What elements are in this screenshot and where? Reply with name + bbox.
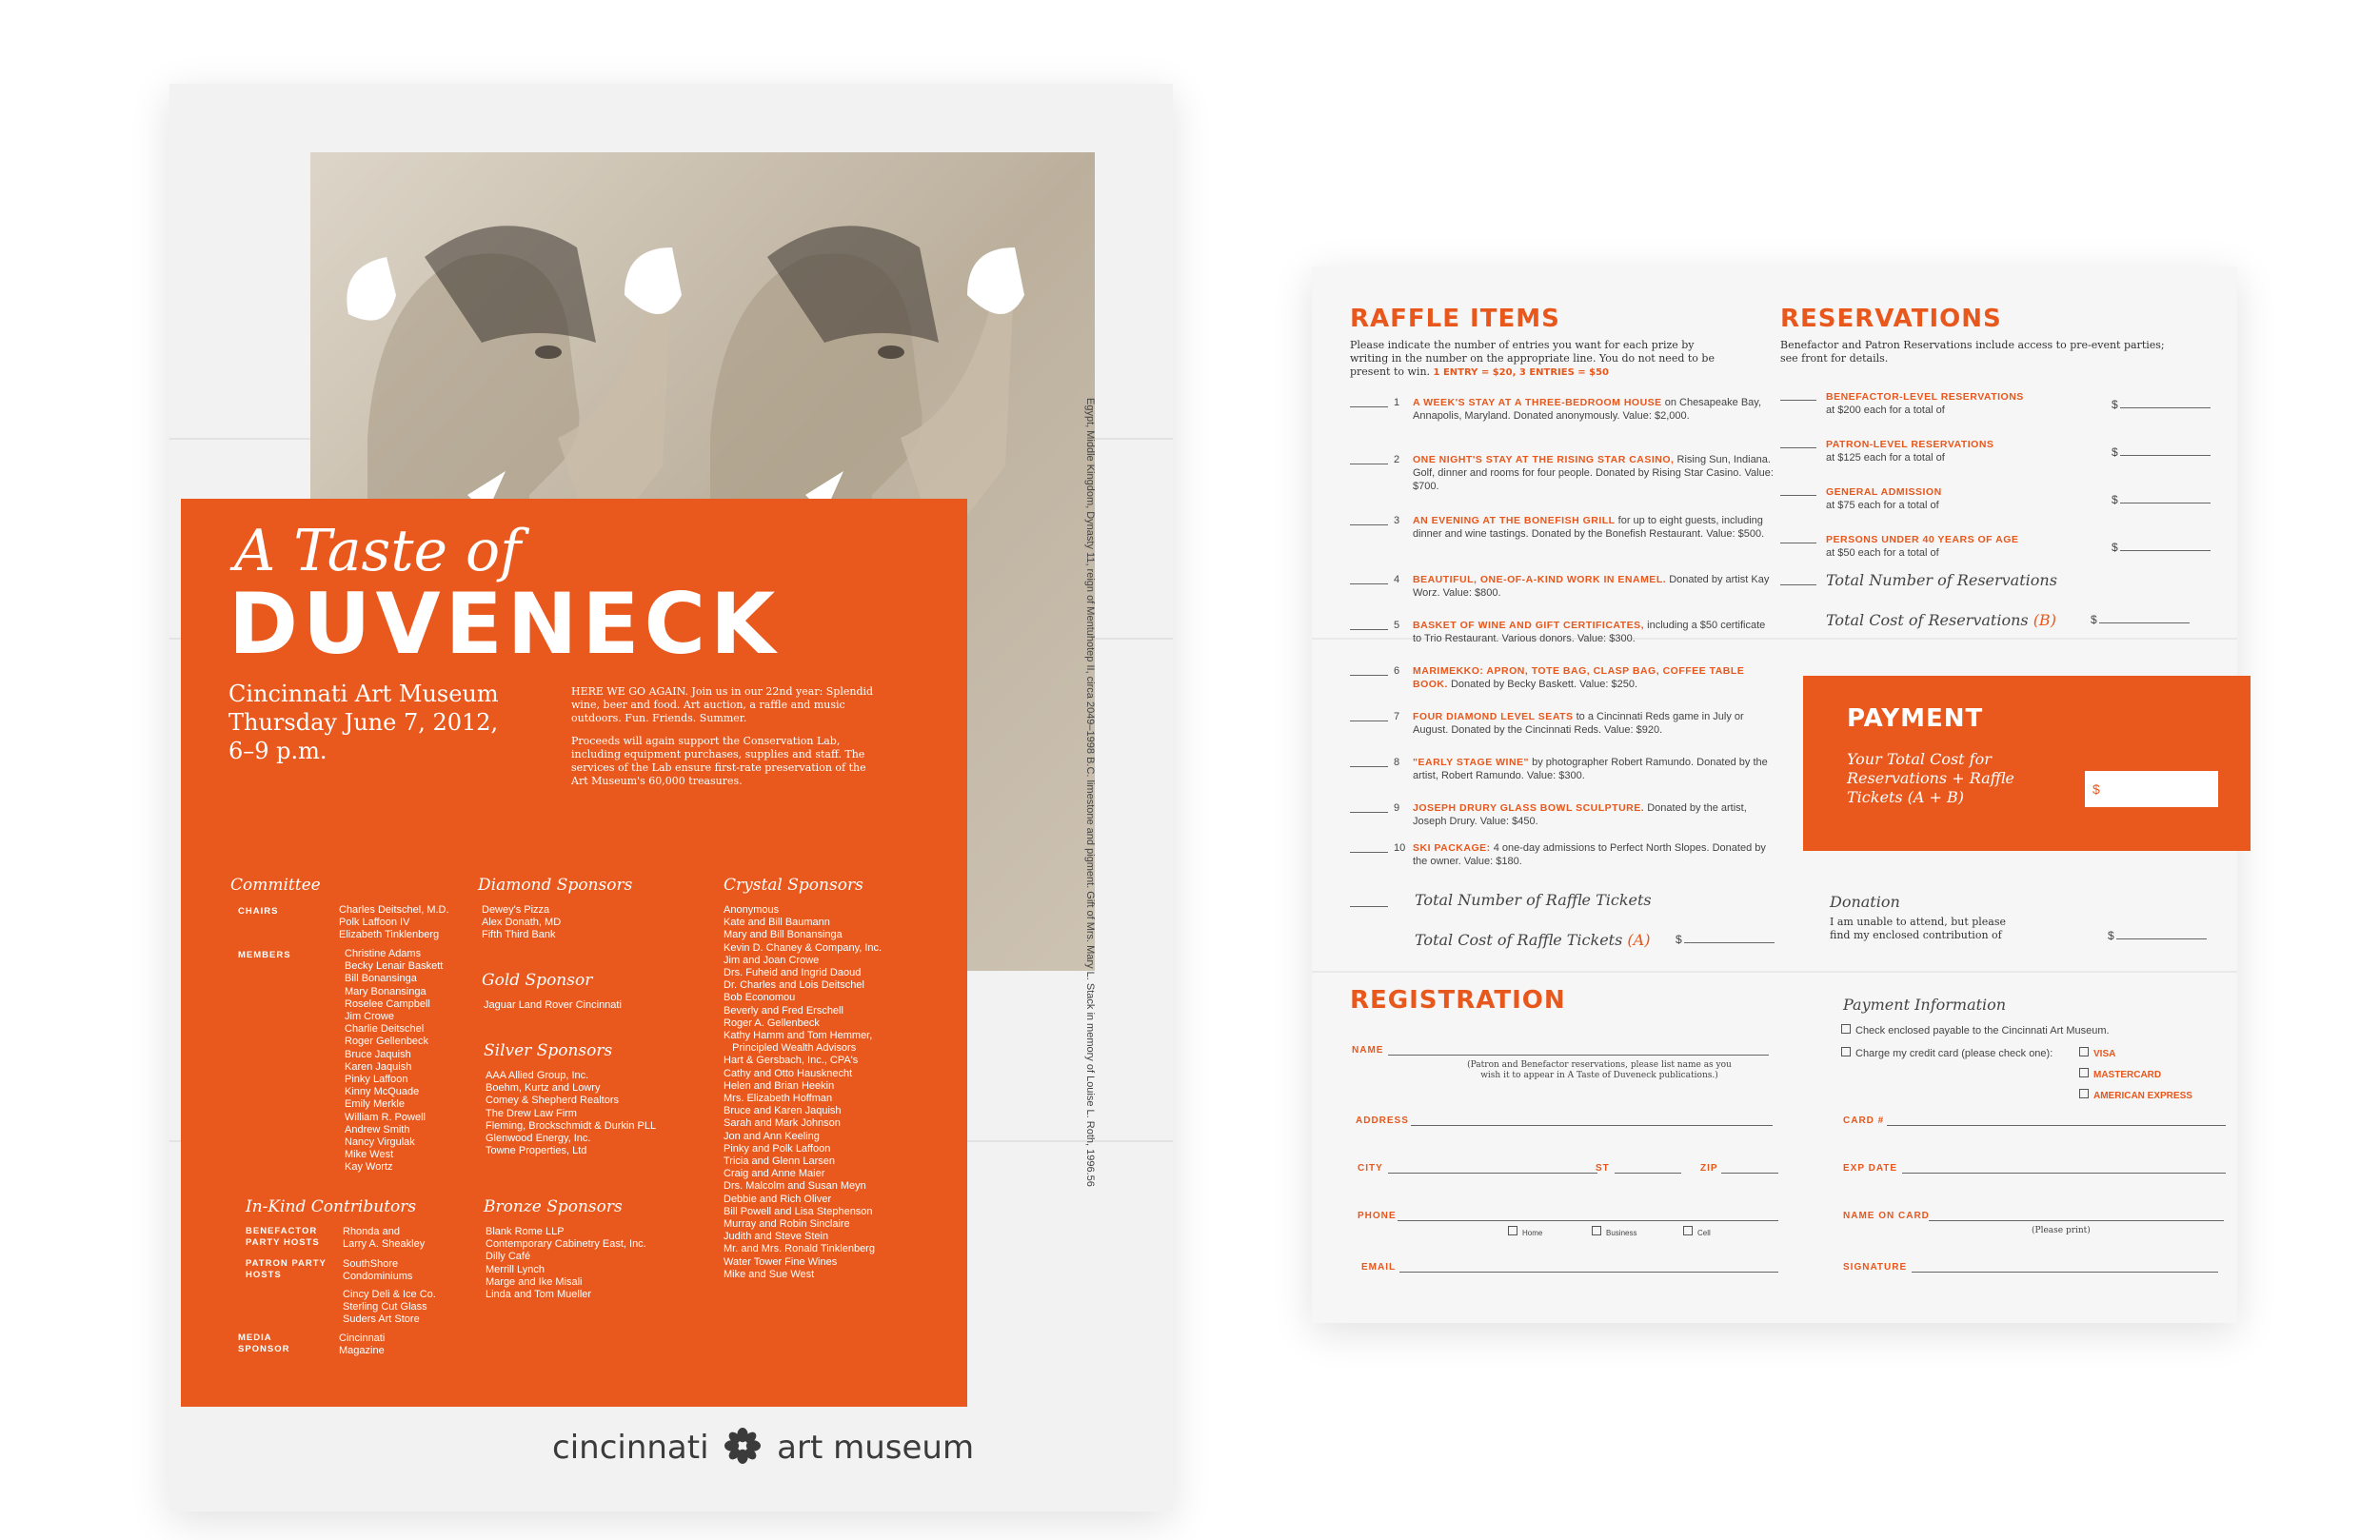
dollar-sign: $: [2112, 493, 2118, 506]
bronze-sponsor: Blank Rome LLP: [486, 1226, 565, 1237]
exp-date-input[interactable]: [1902, 1173, 2226, 1174]
raffle-item: [1394, 396, 1775, 423]
committee-chair: Polk Laffoon IV: [339, 917, 410, 929]
patron-host: SouthShore: [343, 1258, 399, 1270]
raffle-item-title: BASKET OF WINE AND GIFT CERTIFICATES,: [1413, 620, 1645, 631]
crystal-sponsor: Principled Wealth Advisors: [724, 1042, 857, 1055]
committee-member: Karen Jaquish: [345, 1060, 412, 1073]
title-line-1: A Taste of: [234, 518, 522, 584]
check-option-label: Check enclosed payable to the Cincinnati Art Museum.: [1855, 1025, 2110, 1037]
phone-business-checkbox[interactable]: [1592, 1226, 1636, 1237]
silver-sponsor: Glenwood Energy, Inc.: [486, 1133, 591, 1145]
reservations-heading: RESERVATIONS: [1780, 305, 2002, 333]
mastercard-checkbox[interactable]: [2079, 1068, 2161, 1080]
crystal-sponsor: Mary and Bill Bonansinga: [724, 929, 843, 941]
dollar-sign: $: [2092, 781, 2100, 797]
intro-text: [571, 685, 885, 798]
raffle-note: [1350, 339, 1731, 380]
dollar-sign: $: [2112, 398, 2118, 411]
raffle-item-number: 5: [1394, 620, 1400, 631]
diamond-sponsor: Fifth Third Bank: [482, 929, 556, 941]
museum-logo: [552, 1428, 974, 1467]
card-number-input[interactable]: [1887, 1125, 2226, 1126]
intro-paragraph: HERE WE GO AGAIN. Join us in our 22nd year: Splendid wine, beer and food. Art auction, a raffle and music outdoors. Fun. Friends. Summer.: [571, 685, 874, 724]
raffle-item-desc: to a Cincinnati Reds game in July or August. Donated by the Cincinnati Reds. Value: $920.: [1413, 711, 1744, 736]
raffle-entry-input[interactable]: [1350, 524, 1388, 525]
raffle-item: [1394, 710, 1775, 737]
event-time: 6–9 p.m.: [228, 738, 327, 764]
reservation-desc: at $125 each for a total of: [1826, 452, 1945, 464]
inkind-contributor: Suders Art Store: [343, 1313, 420, 1326]
crystal-sponsor: Drs. Malcolm and Susan Meyn: [724, 1180, 866, 1193]
silver-sponsor: Towne Properties, Ltd: [486, 1145, 587, 1157]
state-input[interactable]: [1615, 1173, 1681, 1174]
raffle-item-title: BEAUTIFUL, ONE-OF-A-KIND WORK IN ENAMEL.: [1413, 574, 1667, 585]
address-label: ADDRESS: [1356, 1116, 1409, 1126]
raffle-item: [1394, 573, 1775, 600]
raffle-item-title: AN EVENING AT THE BONEFISH GRILL: [1413, 515, 1616, 526]
raffle-item-title: SKI PACKAGE:: [1413, 842, 1491, 854]
diamond-list: [482, 904, 561, 942]
zip-label: ZIP: [1700, 1163, 1718, 1174]
reservation-quantity-input[interactable]: [1780, 495, 1816, 496]
name-note: (Patron and Benefactor reservations, please list name as you wish it to appear in A Taste of Duveneck publications.): [1467, 1060, 1732, 1080]
name-on-card-label: NAME ON CARD: [1843, 1211, 1930, 1221]
amex-checkbox[interactable]: [2079, 1089, 2192, 1101]
reservation-item: [1826, 533, 2018, 560]
total-reservations-cost-label: [1826, 611, 2056, 629]
payment-heading: PAYMENT: [1847, 704, 1984, 733]
card-number-label: CARD #: [1843, 1116, 1885, 1126]
raffle-item-desc: by photographer Robert Ramundo. Donated by the artist, Robert Ramundo. Value: $300.: [1413, 757, 1768, 781]
state-label: ST: [1596, 1163, 1610, 1174]
gold-list: [484, 999, 622, 1012]
reservation-title: GENERAL ADMISSION: [1826, 486, 1942, 498]
visa-label: VISA: [2093, 1049, 2116, 1059]
inkind-other-list: [343, 1289, 436, 1327]
payment-info-heading: Payment Information: [1843, 996, 2007, 1014]
crystal-sponsor: Kathy Hamm and Tom Hemmer,: [724, 1030, 873, 1042]
amex-label: AMERICAN EXPRESS: [2093, 1091, 2192, 1101]
raffle-item-number: 10: [1394, 842, 1406, 854]
inkind-contributor: Cincy Deli & Ice Co.: [343, 1289, 436, 1300]
crystal-sponsor: Hart & Gersbach, Inc., CPA's: [724, 1055, 859, 1067]
reservation-form: [1312, 267, 2237, 1323]
committee-member: Becky Lenair Baskett: [345, 960, 444, 973]
crystal-sponsor: Cathy and Otto Hausknecht: [724, 1067, 853, 1079]
card-option-label: Charge my credit card (please check one):: [1855, 1048, 2053, 1059]
dollar-sign: $: [2112, 541, 2118, 554]
committee-member: Kay Wortz: [345, 1161, 393, 1174]
committee-member: Jim Crowe: [345, 1011, 394, 1023]
payment-text: Your Total Cost for Reservations + Raffle Tickets (A + B): [1847, 750, 2014, 806]
chairs-list: [339, 904, 449, 942]
visa-checkbox[interactable]: [2079, 1047, 2115, 1059]
reservation-item: [1826, 390, 2024, 417]
dollar-sign: $: [2112, 445, 2118, 459]
media-sponsor: Cincinnati: [339, 1333, 386, 1344]
diamond-sponsor: Dewey's Pizza: [482, 904, 550, 916]
committee-chair: Elizabeth Tinklenberg: [339, 929, 440, 941]
committee-member: Roselee Campbell: [345, 997, 430, 1010]
donation-heading: Donation: [1830, 893, 1900, 911]
intro-paragraph: Proceeds will again support the Conservation Lab, including equipment purchases, supplies and staff. The services of the Lab ensure first-rate preservation of the Art Museum's 60,000 treasures.: [571, 735, 866, 787]
phone-home-label: Home: [1522, 1229, 1543, 1237]
total-reservations-label: Total Number of Reservations: [1826, 571, 2057, 589]
raffle-item-number: 1: [1394, 397, 1400, 408]
raffle-item: [1394, 801, 1775, 828]
reservation-amount-input[interactable]: [2112, 445, 2211, 459]
city-input[interactable]: [1388, 1173, 1597, 1174]
media-sponsor: Magazine: [339, 1345, 385, 1357]
exp-date-label: EXP DATE: [1843, 1163, 1898, 1174]
crystal-sponsor: Mike and Sue West: [724, 1268, 815, 1280]
raffle-item-title: MARIMEKKO: APRON, TOTE BAG, CLASP BAG, COFFEE TABLE BOOK.: [1413, 665, 1745, 690]
reservation-quantity-input[interactable]: [1780, 447, 1816, 448]
committee-member: Nancy Virgulak: [345, 1136, 415, 1149]
logo-text-left: cincinnati: [552, 1429, 709, 1467]
raffle-item-desc: 4 one-day admissions to Perfect North Slopes. Donated by the owner. Value: $180.: [1413, 842, 1766, 867]
chairs-label: CHAIRS: [238, 906, 279, 917]
crystal-sponsor: Helen and Brian Heekin: [724, 1079, 835, 1092]
reservation-item: [1826, 485, 1942, 512]
reservation-desc: at $50 each for a total of: [1826, 547, 1939, 559]
crystal-sponsor: Mr. and Mrs. Ronald Tinklenberg: [724, 1243, 875, 1255]
bronze-sponsor: Dilly Café: [486, 1251, 531, 1263]
reservation-title: PERSONS UNDER 40 YEARS OF AGE: [1826, 534, 2019, 545]
donation-text: I am unable to attend, but please find my enclosed contribution of: [1830, 916, 2007, 941]
crystal-list: [724, 904, 882, 1281]
silver-sponsor: Boehm, Kurtz and Lowry: [486, 1082, 601, 1095]
raffle-item: [1394, 453, 1775, 493]
orange-panel: [181, 499, 967, 1407]
email-label: EMAIL: [1361, 1262, 1397, 1273]
phone-business-label: Business: [1606, 1229, 1637, 1237]
raffle-item: [1394, 619, 1775, 645]
silver-sponsor: The Drew Law Firm: [486, 1107, 577, 1119]
media-list: [339, 1333, 385, 1357]
raffle-entry-input[interactable]: [1350, 812, 1388, 813]
raffle-entry-input[interactable]: [1350, 675, 1388, 676]
silver-list: [486, 1070, 656, 1157]
total-raffle-tickets-label: Total Number of Raffle Tickets: [1415, 891, 1652, 909]
signature-label: SIGNATURE: [1843, 1262, 1908, 1273]
raffle-item-desc: on Chesapeake Bay, Annapolis, Maryland. Donated anonymously. Value: $2,000.: [1413, 397, 1762, 422]
raffle-item-number: 4: [1394, 574, 1400, 585]
crystal-sponsor: Beverly and Fred Erschell: [724, 1004, 843, 1017]
crystal-sponsor: Debbie and Rich Oliver: [724, 1193, 832, 1205]
raffle-item-title: A WEEK'S STAY AT A THREE-BEDROOM HOUSE: [1413, 397, 1662, 408]
please-print-note: (Please print): [2032, 1226, 2091, 1235]
patron-label: PATRON PARTY HOSTS: [246, 1258, 327, 1280]
raffle-item-number: 6: [1394, 665, 1400, 677]
reservation-amount-input[interactable]: [2112, 493, 2211, 506]
event-date: Thursday June 7, 2012,: [228, 709, 499, 736]
committee-member: Roger Gellenbeck: [345, 1036, 429, 1048]
bronze-sponsor: Linda and Tom Mueller: [486, 1289, 592, 1301]
raffle-item-number: 7: [1394, 711, 1400, 722]
crystal-heading: Crystal Sponsors: [724, 876, 863, 895]
bronze-sponsor: Merrill Lynch: [486, 1263, 545, 1275]
crystal-sponsor: Judith and Steve Stein: [724, 1231, 829, 1243]
silver-sponsor: Fleming, Brockschmidt & Durkin PLL: [486, 1119, 657, 1132]
bronze-list: [486, 1226, 646, 1301]
phone-label: PHONE: [1358, 1211, 1397, 1221]
registration-heading: REGISTRATION: [1350, 986, 1566, 1015]
raffle-item: [1394, 514, 1775, 541]
name-input[interactable]: [1388, 1055, 1769, 1056]
mastercard-label: MASTERCARD: [2093, 1070, 2162, 1080]
phone-input[interactable]: [1398, 1220, 1778, 1221]
raffle-entry-input[interactable]: [1350, 583, 1388, 584]
raffle-entry-input[interactable]: [1350, 629, 1388, 630]
phone-home-checkbox[interactable]: [1508, 1226, 1542, 1237]
dollar-sign: $: [2091, 613, 2097, 626]
crystal-sponsor: Dr. Charles and Lois Deitschel: [724, 979, 864, 992]
raffle-item-number: 8: [1394, 757, 1400, 768]
raffle-code: (A): [1627, 931, 1651, 949]
payment-box: [1803, 676, 2251, 851]
reservation-title: PATRON-LEVEL RESERVATIONS: [1826, 439, 1994, 450]
crystal-sponsor: Tricia and Glenn Larsen: [724, 1155, 835, 1168]
dollar-sign: $: [1676, 933, 1682, 946]
title-line-2: DUVENECK: [228, 575, 781, 673]
raffle-item-desc: Donated by the artist, Joseph Drury. Value: $450.: [1413, 802, 1747, 827]
email-input[interactable]: [1399, 1272, 1778, 1273]
city-label: CITY: [1358, 1163, 1383, 1174]
name-label: NAME: [1352, 1045, 1384, 1056]
inkind-contributor: Sterling Cut Glass: [343, 1301, 427, 1313]
fold-line: [1312, 971, 2237, 973]
art-credit-text: Egypt, Middle Kingdom, Dynasty 11, reign of Mentuhotep II, circa 2049–1998 B.C. limestone and pigment. Gift of Mrs. Mary L. Stack in memory of Louise L. Roth, 1996.56: [1084, 398, 1096, 1187]
raffle-item-title: FOUR DIAMOND LEVEL SEATS: [1413, 711, 1574, 722]
reservation-quantity-input[interactable]: [1780, 400, 1816, 401]
committee-member: Mary Bonansinga: [345, 985, 426, 997]
committee-member: Emily Merkle: [345, 1098, 405, 1111]
crystal-sponsor: Anonymous: [724, 904, 780, 916]
reservation-amount-input[interactable]: [2112, 541, 2211, 554]
total-raffle-cost-text: Total Cost of Raffle Tickets: [1415, 931, 1623, 949]
crystal-sponsor: Water Tower Fine Wines: [724, 1255, 838, 1268]
raffle-item-number: 9: [1394, 802, 1400, 814]
total-reservations-cost-text: Total Cost of Reservations: [1826, 611, 2029, 629]
name-on-card-input[interactable]: [1929, 1220, 2224, 1221]
patron-list: [343, 1258, 412, 1283]
committee-member: Bruce Jaquish: [345, 1048, 411, 1060]
bronze-sponsor: Contemporary Cabinetry East, Inc.: [486, 1238, 646, 1251]
committee-member: Kinny McQuade: [345, 1086, 420, 1098]
benefactor-label: BENEFACTOR PARTY HOSTS: [246, 1226, 320, 1248]
diamond-sponsor: Alex Donath, MD: [482, 917, 562, 929]
crystal-sponsor: Kate and Bill Baumann: [724, 917, 830, 929]
crystal-sponsor: Roger A. Gellenbeck: [724, 1017, 820, 1029]
reservation-amount-input[interactable]: [2112, 398, 2211, 411]
crystal-sponsor: Pinky and Polk Laffoon: [724, 1142, 831, 1155]
committee-member: Charlie Deitschel: [345, 1023, 425, 1036]
raffle-item-desc: Rising Sun, Indiana. Golf, dinner and rooms for four people. Donated by Rising Star Casino. Value: $700.: [1413, 454, 1774, 492]
donation-input[interactable]: [2108, 929, 2207, 942]
raffle-item-title: "EARLY STAGE WINE": [1413, 757, 1530, 768]
crystal-sponsor: Kevin D. Chaney & Company, Inc.: [724, 941, 883, 954]
raffle-item: [1394, 841, 1775, 868]
flower-icon: [724, 1428, 761, 1464]
committee-chair: Charles Deitschel, M.D.: [339, 904, 449, 916]
raffle-item-desc: for up to eight guests, including dinner and wine tastings. Donated by the Bonefish Restaurant. Value: $500.: [1413, 515, 1765, 540]
raffle-item-number: 2: [1394, 454, 1400, 465]
crystal-sponsor: Jim and Joan Crowe: [724, 954, 820, 966]
members-list: [345, 948, 443, 1175]
patron-host: Condominiums: [343, 1271, 413, 1283]
bronze-sponsor: Marge and Ike Misali: [486, 1275, 583, 1288]
address-input[interactable]: [1411, 1125, 1773, 1126]
benefactor-list: [343, 1226, 425, 1251]
committee-member: Christine Adams: [345, 948, 422, 959]
zip-input[interactable]: [1721, 1173, 1778, 1174]
committee-heading: Committee: [230, 876, 321, 895]
crystal-sponsor: Murray and Robin Sinclaire: [724, 1218, 850, 1231]
card-option[interactable]: [1841, 1047, 2053, 1059]
committee-member: Andrew Smith: [345, 1123, 410, 1135]
total-raffle-cost-label: [1415, 931, 1650, 949]
diamond-heading: Diamond Sponsors: [478, 876, 633, 895]
silver-heading: Silver Sponsors: [484, 1041, 613, 1060]
raffle-item-title: JOSEPH DRURY GLASS BOWL SCULPTURE.: [1413, 802, 1645, 814]
reservation-title: BENEFACTOR-LEVEL RESERVATIONS: [1826, 391, 2024, 403]
crystal-sponsor: Drs. Fuheid and Ingrid Daoud: [724, 967, 862, 979]
benefactor-host: Larry A. Sheakley: [343, 1238, 426, 1251]
committee-member: Pinky Laffoon: [345, 1074, 408, 1086]
raffle-item-desc: Donated by artist Kay Worz. Value: $800.: [1413, 574, 1770, 599]
raffle-item-title: ONE NIGHT'S STAY AT THE RISING STAR CASINO,: [1413, 454, 1675, 465]
phone-cell-checkbox[interactable]: [1683, 1226, 1711, 1237]
raffle-entry-input[interactable]: [1350, 406, 1388, 407]
raffle-item-desc: Donated by Becky Baskett. Value: $250.: [1447, 679, 1638, 690]
logo-text-right: art museum: [777, 1429, 975, 1467]
payment-total-input[interactable]: [2085, 771, 2218, 807]
crystal-sponsor: Sarah and Mark Johnson: [724, 1117, 841, 1130]
raffle-entry-input[interactable]: [1350, 766, 1388, 767]
media-label: MEDIA SPONSOR: [238, 1333, 290, 1354]
raffle-price: 1 ENTRY = $20, 3 ENTRIES = $50: [1433, 367, 1610, 378]
committee-member: William R. Powell: [345, 1111, 426, 1123]
bronze-heading: Bronze Sponsors: [484, 1197, 623, 1216]
venue-name: Cincinnati Art Museum: [228, 681, 499, 707]
crystal-sponsor: Bill Powell and Lisa Stephenson: [724, 1205, 873, 1217]
crystal-sponsor: Mrs. Elizabeth Hoffman: [724, 1093, 833, 1105]
crystal-sponsor: Bob Economou: [724, 992, 796, 1004]
reservation-desc: at $75 each for a total of: [1826, 500, 1939, 511]
total-raffle-cost-input[interactable]: [1676, 933, 1775, 946]
crystal-sponsor: Craig and Anne Maier: [724, 1168, 825, 1180]
check-option[interactable]: [1841, 1024, 2110, 1037]
reservation-desc: at $200 each for a total of: [1826, 405, 1945, 416]
reservation-item: [1826, 438, 1993, 464]
gold-sponsor: Jaguar Land Rover Cincinnati: [484, 999, 622, 1011]
total-reservations-cost-input[interactable]: [2091, 613, 2190, 626]
total-reservations-input[interactable]: [1780, 584, 1816, 585]
raffle-item: [1394, 664, 1775, 691]
benefactor-host: Rhonda and: [343, 1226, 400, 1237]
event-details: [228, 680, 499, 765]
total-raffle-tickets-input[interactable]: [1350, 906, 1388, 907]
raffle-entry-input[interactable]: [1350, 852, 1388, 853]
signature-input[interactable]: [1912, 1272, 2218, 1273]
reservations-code: (B): [2033, 611, 2056, 629]
raffle-note-text: Please indicate the number of entries you want for each prize by writing in the number on the appropriate line. You do not need to be present to win.: [1350, 339, 1715, 378]
reservations-note: Benefactor and Patron Reservations include access to pre-event parties; see front for details.: [1780, 339, 2165, 365]
gold-heading: Gold Sponsor: [482, 971, 593, 990]
art-credit: [1079, 398, 1098, 1187]
inkind-heading: In-Kind Contributors: [246, 1197, 417, 1216]
silver-sponsor: AAA Allied Group, Inc.: [486, 1070, 589, 1081]
dollar-sign: $: [2108, 929, 2114, 942]
raffle-item-desc: including a $50 certificate to Trio Restaurant. Various donors. Value: $300.: [1413, 620, 1766, 644]
raffle-heading: RAFFLE ITEMS: [1350, 305, 1560, 333]
phone-cell-label: Cell: [1697, 1229, 1711, 1237]
committee-member: Bill Bonansinga: [345, 973, 417, 985]
event-poster: [169, 84, 1173, 1511]
silver-sponsor: Comey & Shepherd Realtors: [486, 1095, 620, 1107]
crystal-sponsor: Jon and Ann Keeling: [724, 1130, 820, 1142]
committee-member: Mike West: [345, 1149, 394, 1161]
raffle-item: [1394, 756, 1775, 782]
members-label: MEMBERS: [238, 950, 291, 960]
crystal-sponsor: Bruce and Karen Jaquish: [724, 1105, 842, 1117]
raffle-item-number: 3: [1394, 515, 1400, 526]
